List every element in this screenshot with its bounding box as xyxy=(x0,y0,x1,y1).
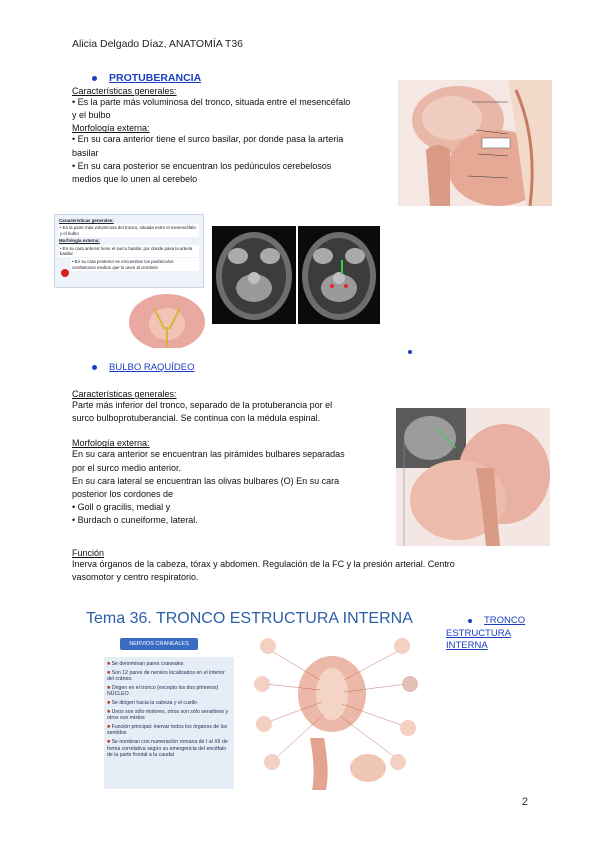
text-line: Inerva órganos de la cabeza, tórax y abdomen. Regulación de la FC y la presión arterial. Centro xyxy=(72,559,455,569)
bullet-icon: ■ xyxy=(107,723,112,730)
bullet-icon xyxy=(92,365,97,370)
bullet-icon: ■ xyxy=(107,661,112,667)
slide-protuberancia xyxy=(54,214,204,288)
list-item: ■ Se dirigen hacia la cabeza y el cuello xyxy=(107,699,197,706)
nervios-craneales-list xyxy=(104,657,234,789)
heading-text[interactable]: BULBO RAQUÍDEO xyxy=(109,362,195,373)
subheading: Morfología externa: xyxy=(72,123,150,134)
text-line: • Es la parte más voluminosa del tronco, situada entre el mesencéfalo xyxy=(72,97,351,107)
text-line: • Burdach o cuneiforme, lateral. xyxy=(72,515,198,526)
subheading: Características generales: xyxy=(72,86,177,96)
text-line: vasomotor y centro respiratorio. xyxy=(72,572,199,583)
text-line: posterior los cordones de xyxy=(72,489,174,500)
heading-text[interactable]: PROTUBERANCIA xyxy=(109,72,202,84)
subheading: Características generales: xyxy=(72,389,177,399)
list-item: ■ Se nombran con numeración romana de I al XII de forma correlativa según su emergencia del encéfalo de la parte frontal a la caudal xyxy=(107,738,228,759)
subheading: Función xyxy=(72,548,105,558)
bullet-icon: ■ xyxy=(107,699,112,706)
list-item: ■ Se denominan pares craneales xyxy=(107,661,184,667)
bullet-icon xyxy=(468,619,472,623)
text-line: • Goll o gracilis, medial y xyxy=(72,502,171,513)
page-number: 2 xyxy=(521,796,528,808)
slide-title: Tema 36. TRONCO ESTRUCTURA INTERNA xyxy=(86,610,413,627)
slide-subheading: Morfología externa: xyxy=(59,238,100,244)
list-item: ■ Unos son sólo motores, otros son sólo sensitivos y otros son mixtos xyxy=(107,708,229,722)
cranial-nerves-diagram xyxy=(250,630,438,792)
slide-box-title: NERVIOS CRANEALES xyxy=(120,638,198,650)
mri-axial-scan-annotated xyxy=(298,226,380,324)
bullet-icon: ■ xyxy=(107,738,112,745)
slide-line: • Es la parte más voluminosa del tronco, situada entre el mesencéfalo y el bulbo xyxy=(59,224,199,237)
section-protuberancia-body xyxy=(72,86,392,186)
slide-line: • En su cara posterior se encuentran los pedúnculos cerebelosos medios que lo unen al cerebelo xyxy=(71,258,199,271)
text-line: medios que lo unen al cerebelo xyxy=(72,174,198,185)
list-item: ■ Son 12 pares de nervios localizados en el interior del cráneo. xyxy=(107,669,225,683)
slide-subheading: Características generales: xyxy=(59,218,114,223)
heading-bulbo[interactable] xyxy=(92,362,195,373)
text-line: Parte más inferior del tronco, separado de la protuberancia por el xyxy=(72,400,333,410)
text-line: y el bulbo xyxy=(72,110,111,121)
text-line: basilar xyxy=(72,147,99,158)
text-line: surco bulboprotuberancial. Se continua con la médula espinal. xyxy=(72,413,321,424)
bullet-icon xyxy=(408,350,412,354)
heading-tronco-estructura[interactable]: TRONCO ESTRUCTURA INTERNA xyxy=(446,615,526,651)
list-item: ■ Función principal: inervar todos los órganos de los sentidos xyxy=(107,723,228,737)
mri-axial-scan xyxy=(212,226,296,324)
bullet-icon: ■ xyxy=(107,708,112,715)
text-line: En su cara anterior se encuentran las pirámides bulbares separadas xyxy=(72,449,345,460)
text-line: • En su cara anterior tiene el surco basilar, por donde pasa la arteria xyxy=(72,134,344,145)
list-item: ■ Origen en el tronco (excepto los dos primeros) NÚCLEO xyxy=(107,684,219,698)
brain-base-illustration xyxy=(124,288,210,348)
red-dot-icon xyxy=(61,269,69,277)
bullet-icon: ■ xyxy=(107,669,112,676)
bullet-icon xyxy=(92,76,97,81)
bullet-icon: ■ xyxy=(107,684,112,691)
text-line: por el surco medio anterior. xyxy=(72,462,182,473)
brainstem-illustration xyxy=(398,80,552,206)
text-line: • En su cara posterior se encuentran los pedúnculos cerebelosos xyxy=(72,160,332,171)
text-line: En su cara lateral se encuentran las olivas bulbares (O) En su cara xyxy=(72,475,340,486)
bulbo-illustration xyxy=(396,408,550,546)
heading-protuberancia[interactable] xyxy=(92,72,201,84)
subheading: Morfología externa: xyxy=(72,438,150,449)
section-funcion xyxy=(72,548,542,584)
slide-line: • En su cara anterior tiene el surco basilar, por donde pasa la arteria basilar xyxy=(59,245,199,258)
page-header: Alicia Delgado Díaz, ANATOMÍA T36 xyxy=(72,38,243,50)
section-bulbo-body xyxy=(72,389,392,528)
